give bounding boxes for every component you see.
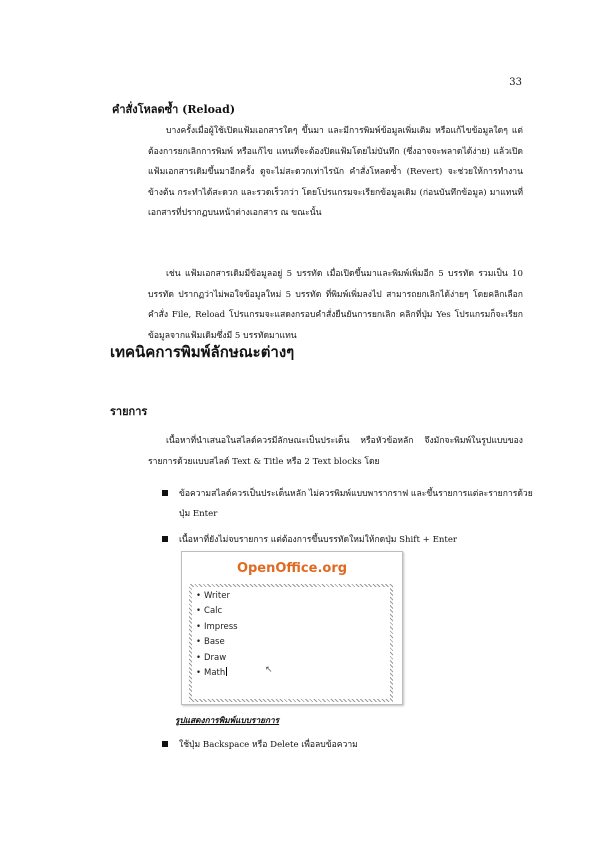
slide-text-box[interactable] bbox=[189, 584, 393, 702]
bullet-text: ใช้ปุ่ม Backspace หรือ Delete เพื่อลบข้อความ bbox=[179, 740, 358, 750]
bullet-text: เนื้อหาที่ยังไม่จบรายการ แต่ต้องการขึ้นบรรทัดใหม่ให้กดปุ่ม Shift + Enter bbox=[179, 535, 458, 545]
square-bullet-icon bbox=[162, 490, 168, 496]
list-paragraph: เนื้อหาที่นำเสนอในสไลด์ควรมีลักษณะเป็นประเด็น หรือหัวข้อหลัก จึงมักจะพิมพ์ในรูปแบบของรายการด้วยแบบสไลด์ Text & Title หรือ 2 Text blocks โดย bbox=[148, 436, 523, 467]
techniques-heading: เทคนิคการพิมพ์ลักษณะต่างๆ bbox=[110, 343, 295, 361]
reload-paragraph-2: เช่น แฟ้มเอกสารเดิมมีข้อมูลอยู่ 5 บรรทัด เมื่อเปิดขึ้นมาและพิมพ์เพิ่มอีก 5 บรรทัด รวมเป็น 10 บรรทัด ปรากฏว่าไม่พอใจข้อมูลใหม่ 5 บรรทัด ที่พิมพ์เพิ่มลงไป สามารถยกเลิกได้ง่ายๆ โดยคลิกเลือกคำสั่ง File, Reload โปรแกรมจะแสดงกรอบคำสั่งยืนยันการยกเลิก คลิกที่ปุ่ม Yes โปรแกรมก็จะเรียกข้อมูลจากแฟ้มเดิมซึ่งมี 5 บรรทัดมาแทน bbox=[148, 269, 523, 341]
list-subheading: รายการ bbox=[110, 405, 148, 418]
reload-heading: คำสั่งโหลดซ้ำ (Reload) bbox=[112, 103, 236, 116]
square-bullet-icon bbox=[162, 536, 168, 542]
slide-list-item: • Impress bbox=[196, 620, 238, 635]
text-cursor-icon bbox=[226, 667, 227, 676]
mouse-pointer-icon: ↖ bbox=[265, 665, 273, 675]
figure-caption: รูปแสดงการพิมพ์แบบรายการ bbox=[175, 715, 280, 725]
square-bullet-icon bbox=[162, 741, 168, 747]
slide-list-item: • Math bbox=[196, 666, 238, 681]
reload-paragraph-1: บางครั้งเมื่อผู้ใช้เปิดแฟ้มเอกสารใดๆ ขึ้นมา และมีการพิมพ์ข้อมูลเพิ่มเติม หรือแก้ไขข้อมูลใดๆ แต่ต้องการยกเลิกการพิมพ์ หรือแก้ไข แทนที่จะต้องปิดแฟ้มโดยไม่บันทึก (ซึ่งอาจจะพลาดได้ง่าย) แล้วเปิดแฟ้มเอกสารเดิมขึ้นมาอีกครั้ง ดูจะไม่สะดวกเท่าไรนัก คำสั่งโหลดซ้ำ (Revert) จะช่วยให้การทำงานข้างต้น กระทำได้สะดวก และรวดเร็วกว่า โดยโปรแกรมจะเรียกข้อมูลเดิม (ก่อนบันทึกข้อมูล) มาแทนที่เอกสารที่ปรากฏบนหน้าต่างเอกสาร ณ ขณะนั้น bbox=[148, 126, 523, 219]
list-item bbox=[162, 530, 539, 550]
slide-list-item: • Writer bbox=[196, 589, 238, 604]
slide-bullet-list bbox=[196, 589, 238, 681]
slide-title: OpenOffice.org bbox=[236, 561, 348, 576]
slide-list-item: • Draw bbox=[196, 651, 238, 666]
slide-list-item: • Calc bbox=[196, 604, 238, 619]
bullet-text: ข้อความสไลด์ควรเป็นประเด็นหลัก ไม่ควรพิมพ์แบบพารากราฟ และขึ้นรายการแต่ละรายการด้วยปุ่ม Enter bbox=[179, 489, 533, 519]
list-item bbox=[162, 735, 539, 755]
slide-screenshot bbox=[181, 551, 403, 705]
list-item bbox=[162, 484, 539, 524]
page-number: 33 bbox=[509, 77, 522, 88]
slide-list-item: • Base bbox=[196, 635, 238, 650]
